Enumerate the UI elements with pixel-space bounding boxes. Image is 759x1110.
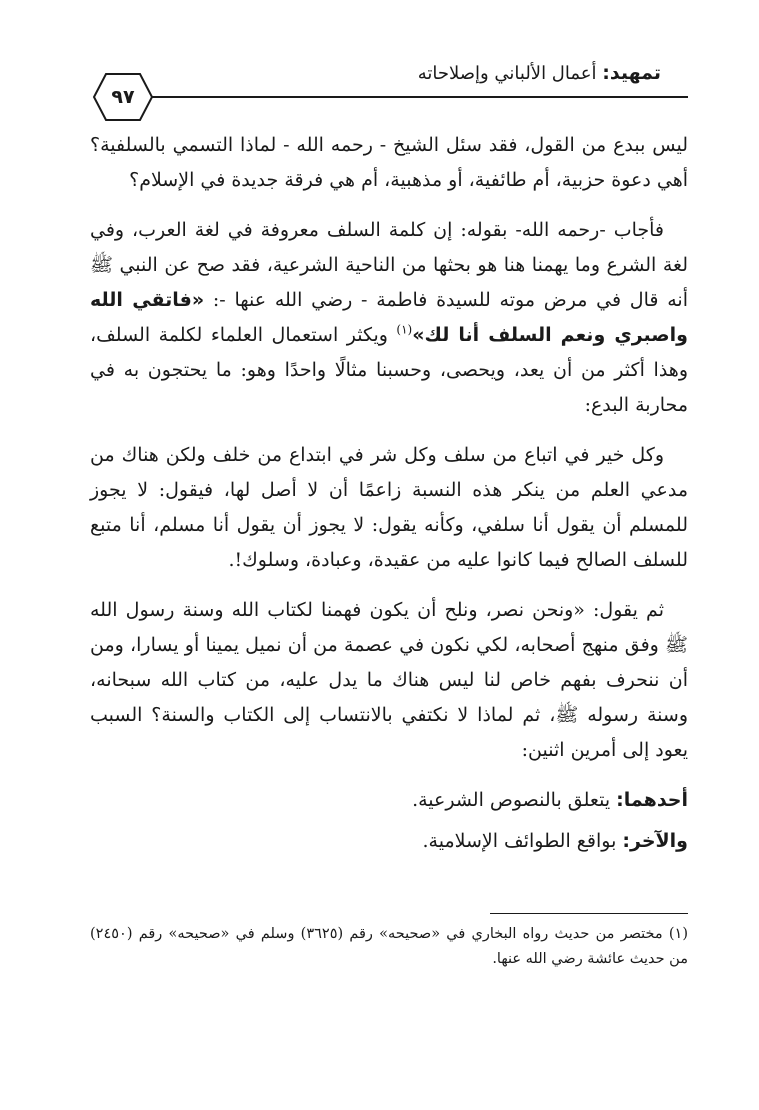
footnote-ref[interactable]: (١)	[396, 322, 413, 337]
paragraph-2	[90, 213, 688, 423]
paragraph-1: ليس ببدع من القول، فقد سئل الشيخ - رحمه الله - لماذا التسمي بالسلفية؟ أهي دعوة حزبية، أم طائفية، أو مذهبية، أم هي فرقة جديدة في الإسلام؟	[90, 134, 688, 191]
paragraph-3: وكل خير في اتباع من سلف وكل شر في ابتداع من خلف ولكن هناك من مدعي العلم من ينكر هذه النسبة زاعمًا أن لا أصل لها، فيقول: لا يجوز للمسلم أن يقول أنا سلفي، وكأنه يقول: لا يجوز أن يقول أنا مسلم، أنا متبع للسلف الصالح فيما كانوا عليه من عقيدة، وعبادة، وسلوك!.	[90, 444, 688, 571]
running-header	[418, 62, 661, 84]
list-item-1-text: يتعلق بالنصوص الشرعية.	[412, 789, 611, 811]
paragraph-2-text-a: فأجاب -رحمه الله- بقوله: إن كلمة السلف معروفة في لغة العرب، وفي لغة الشرع وما يهمنا هنا هو بحثها من الناحية الشرعية، فقد صح عن النبي ﷺ أنه قال في مرض موته للسيدة فاطمة - رضي الله عنها -:	[90, 219, 688, 311]
header-title-bold: تمهيد:	[602, 62, 661, 84]
header-rule	[152, 96, 688, 98]
paragraph-2-text-b: ويكثر استعمال العلماء لكلمة السلف، وهذا أكثر من أن يعد، ويحصى، وحسبنا مثالًا واحدًا وهو: ما يحتجون به في محاربة البدع:	[90, 324, 688, 416]
list-item-2-term: والآخر:	[622, 830, 688, 852]
page-number-badge	[92, 72, 154, 122]
list-item-2-text: بواقع الطوائف الإسلامية.	[422, 830, 617, 852]
paragraph-4: ثم يقول: «ونحن نصر، ونلح أن يكون فهمنا لكتاب الله وسنة رسول الله ﷺ وفق منهج أصحابه، لكي نكون في عصمة من أن نميل يمينا أو يسارا، ومن أن ننحرف بفهم خاص لنا ليس هناك ما يدل عليه، من كتاب الله سبحانه، وسنة رسوله ﷺ، ثم لماذا لا نكتفي بالانتساب إلى الكتاب والسنة؟ السبب يعود إلى أمرين اثنين:	[90, 599, 688, 761]
body-text	[90, 128, 688, 865]
list-item-1	[90, 783, 688, 818]
footnote: (١) مختصر من حديث رواه البخاري في «صحيحه» رقم (٣٦٢٥) وسلم في «صحيحه» رقم (٢٤٥٠) من حديث عائشة رضي الله عنها.	[90, 926, 688, 967]
footnote-rule	[490, 913, 688, 914]
list-item-2	[90, 824, 688, 859]
page-number: ٩٧	[111, 86, 135, 108]
header-title-text: أعمال الألباني وإصلاحاته	[417, 63, 597, 84]
list-item-1-term: أحدهما:	[616, 789, 688, 811]
hadith-quote: «فاتقي الله واصبري ونعم السلف أنا لك»	[90, 289, 688, 346]
